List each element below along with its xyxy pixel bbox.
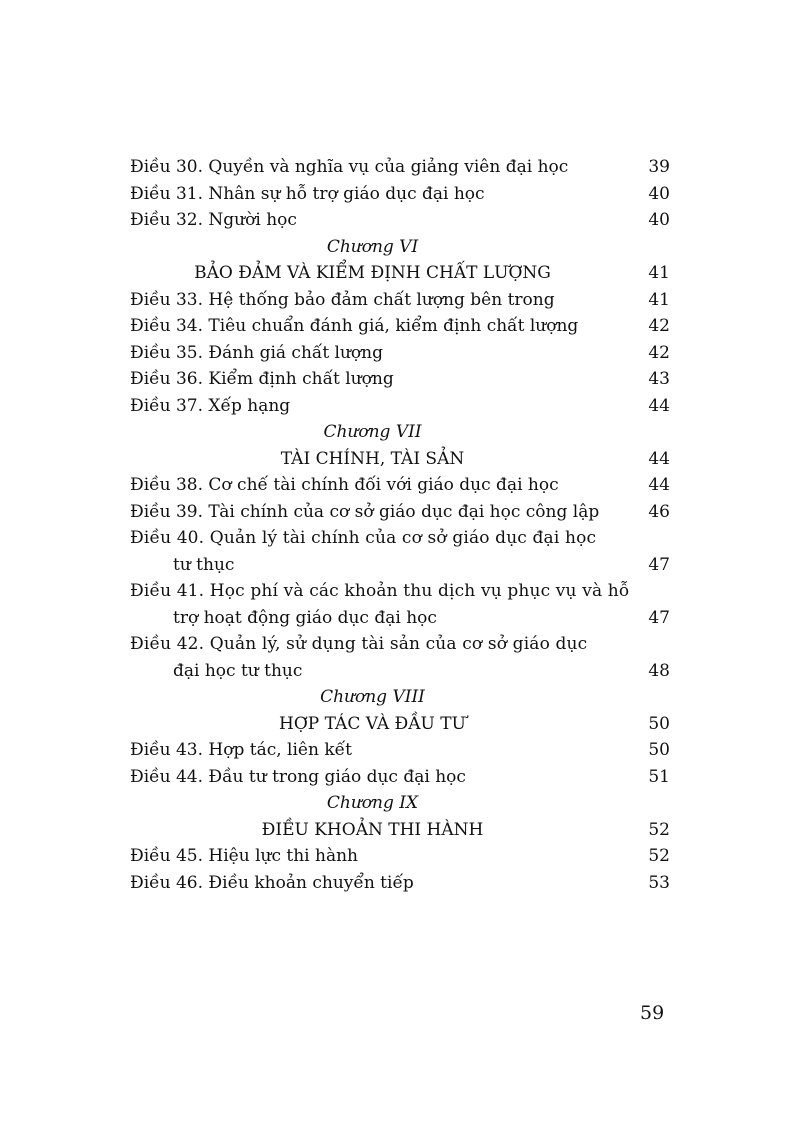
toc-entry[interactable] (130, 393, 670, 420)
toc-page-number: 44 (648, 475, 670, 495)
toc-entry[interactable] (130, 499, 670, 526)
toc-entry-title: Điều 39. Tài chính của cơ sở giáo dục đại học công lập (130, 501, 600, 522)
toc-entry-title: Điều 30. Quyền và nghĩa vụ của giảng viên đại học (130, 157, 569, 177)
toc-entry-title-cont: đại học tư thục (173, 660, 303, 681)
toc-page-number: 41 (648, 263, 670, 283)
toc-page-number: 47 (648, 607, 670, 628)
toc-entry[interactable] (130, 207, 670, 234)
toc-page-number: 44 (648, 395, 670, 416)
toc-entry[interactable] (130, 737, 670, 764)
toc-entry-title: Điều 40. Quản lý tài chính của cơ sở giáo dục đại học (130, 528, 597, 548)
toc-page-number: 52 (648, 819, 670, 840)
toc-entry[interactable] (130, 313, 670, 340)
toc-page-number: 48 (648, 660, 670, 681)
chapter-title: HỢP TÁC VÀ ĐẦU TƯ (279, 713, 466, 734)
toc-entry-first-line[interactable] (130, 578, 670, 605)
toc-entry-continuation[interactable] (130, 658, 670, 685)
toc-page-number: 39 (648, 157, 670, 177)
toc-entry[interactable] (130, 366, 670, 393)
toc-entry[interactable] (130, 843, 670, 870)
toc-page-number: 42 (648, 342, 670, 363)
chapter-heading-row[interactable] (130, 711, 670, 738)
toc-page-number: 50 (648, 740, 670, 760)
page-number: 59 (640, 1002, 665, 1024)
chapter-heading-row[interactable] (130, 446, 670, 473)
toc-entry-first-line[interactable] (130, 525, 670, 552)
toc-entry-title: Điều 31. Nhân sự hỗ trợ giáo dục đại học (130, 183, 485, 204)
toc-entry[interactable] (130, 764, 670, 791)
toc-page-number: 44 (648, 448, 670, 469)
toc-page-number: 42 (648, 316, 670, 336)
chapter-title: TÀI CHÍNH, TÀI SẢN (280, 448, 465, 469)
chapter-label: Chương VI (326, 236, 419, 257)
chapter-title: ĐIỀU KHOẢN THI HÀNH (261, 819, 484, 840)
chapter-label: Chương VIII (320, 687, 425, 707)
toc-entry-title: Điều 36. Kiểm định chất lượng (130, 369, 394, 389)
chapter-label: Chương IX (326, 793, 419, 813)
toc-entry[interactable] (130, 287, 670, 314)
toc-entry-title: Điều 44. Đầu tư trong giáo dục đại học (130, 766, 466, 787)
toc-page-number: 40 (648, 183, 670, 204)
toc-entry-title: Điều 41. Học phí và các khoản thu dịch vụ phục vụ và hỗ (130, 581, 630, 601)
toc-entry-title: Điều 34. Tiêu chuẩn đánh giá, kiểm định chất lượng (130, 316, 579, 336)
toc-entry-title: Điều 33. Hệ thống bảo đảm chất lượng bên trong (130, 289, 555, 310)
toc-entry-title: Điều 35. Đánh giá chất lượng (130, 342, 383, 363)
toc-entry[interactable] (130, 181, 670, 208)
toc-entry[interactable] (130, 472, 670, 499)
toc-entry-title: Điều 32. Người học (130, 210, 297, 230)
chapter-heading-row[interactable] (130, 817, 670, 844)
table-of-contents (130, 154, 670, 896)
toc-entry-continuation[interactable] (130, 605, 670, 632)
toc-page-number: 52 (648, 846, 670, 866)
toc-entry-title: Điều 42. Quản lý, sử dụng tài sản của cơ sở giáo dục (130, 634, 588, 654)
toc-page-number: 46 (648, 501, 670, 522)
toc-entry-title-cont: tư thục (173, 554, 235, 575)
toc-page-number: 53 (648, 872, 670, 893)
toc-page-number: 41 (648, 289, 670, 310)
chapter-heading-row[interactable] (130, 260, 670, 287)
chapter-title: BẢO ĐẢM VÀ KIỂM ĐỊNH CHẤT LƯỢNG (194, 263, 551, 283)
toc-entry[interactable] (130, 870, 670, 897)
toc-entry[interactable] (130, 340, 670, 367)
toc-entry-title: Điều 43. Hợp tác, liên kết (130, 740, 352, 760)
toc-page-number: 40 (648, 210, 670, 230)
toc-entry-title: Điều 38. Cơ chế tài chính đối với giáo dục đại học (130, 475, 559, 495)
toc-page-number: 43 (648, 369, 670, 389)
toc-entry-title: Điều 37. Xếp hạng (130, 395, 291, 416)
toc-entry-title-cont: trợ hoạt động giáo dục đại học (173, 607, 437, 628)
toc-page-number: 51 (648, 766, 670, 787)
toc-page-number: 47 (648, 554, 670, 575)
chapter-label: Chương VII (323, 422, 422, 442)
toc-entry-title: Điều 46. Điều khoản chuyển tiếp (130, 872, 414, 893)
toc-entry-continuation[interactable] (130, 552, 670, 579)
toc-page-number: 50 (648, 713, 670, 734)
toc-entry-title: Điều 45. Hiệu lực thi hành (130, 846, 358, 866)
toc-entry[interactable] (130, 154, 670, 181)
toc-entry-first-line[interactable] (130, 631, 670, 658)
